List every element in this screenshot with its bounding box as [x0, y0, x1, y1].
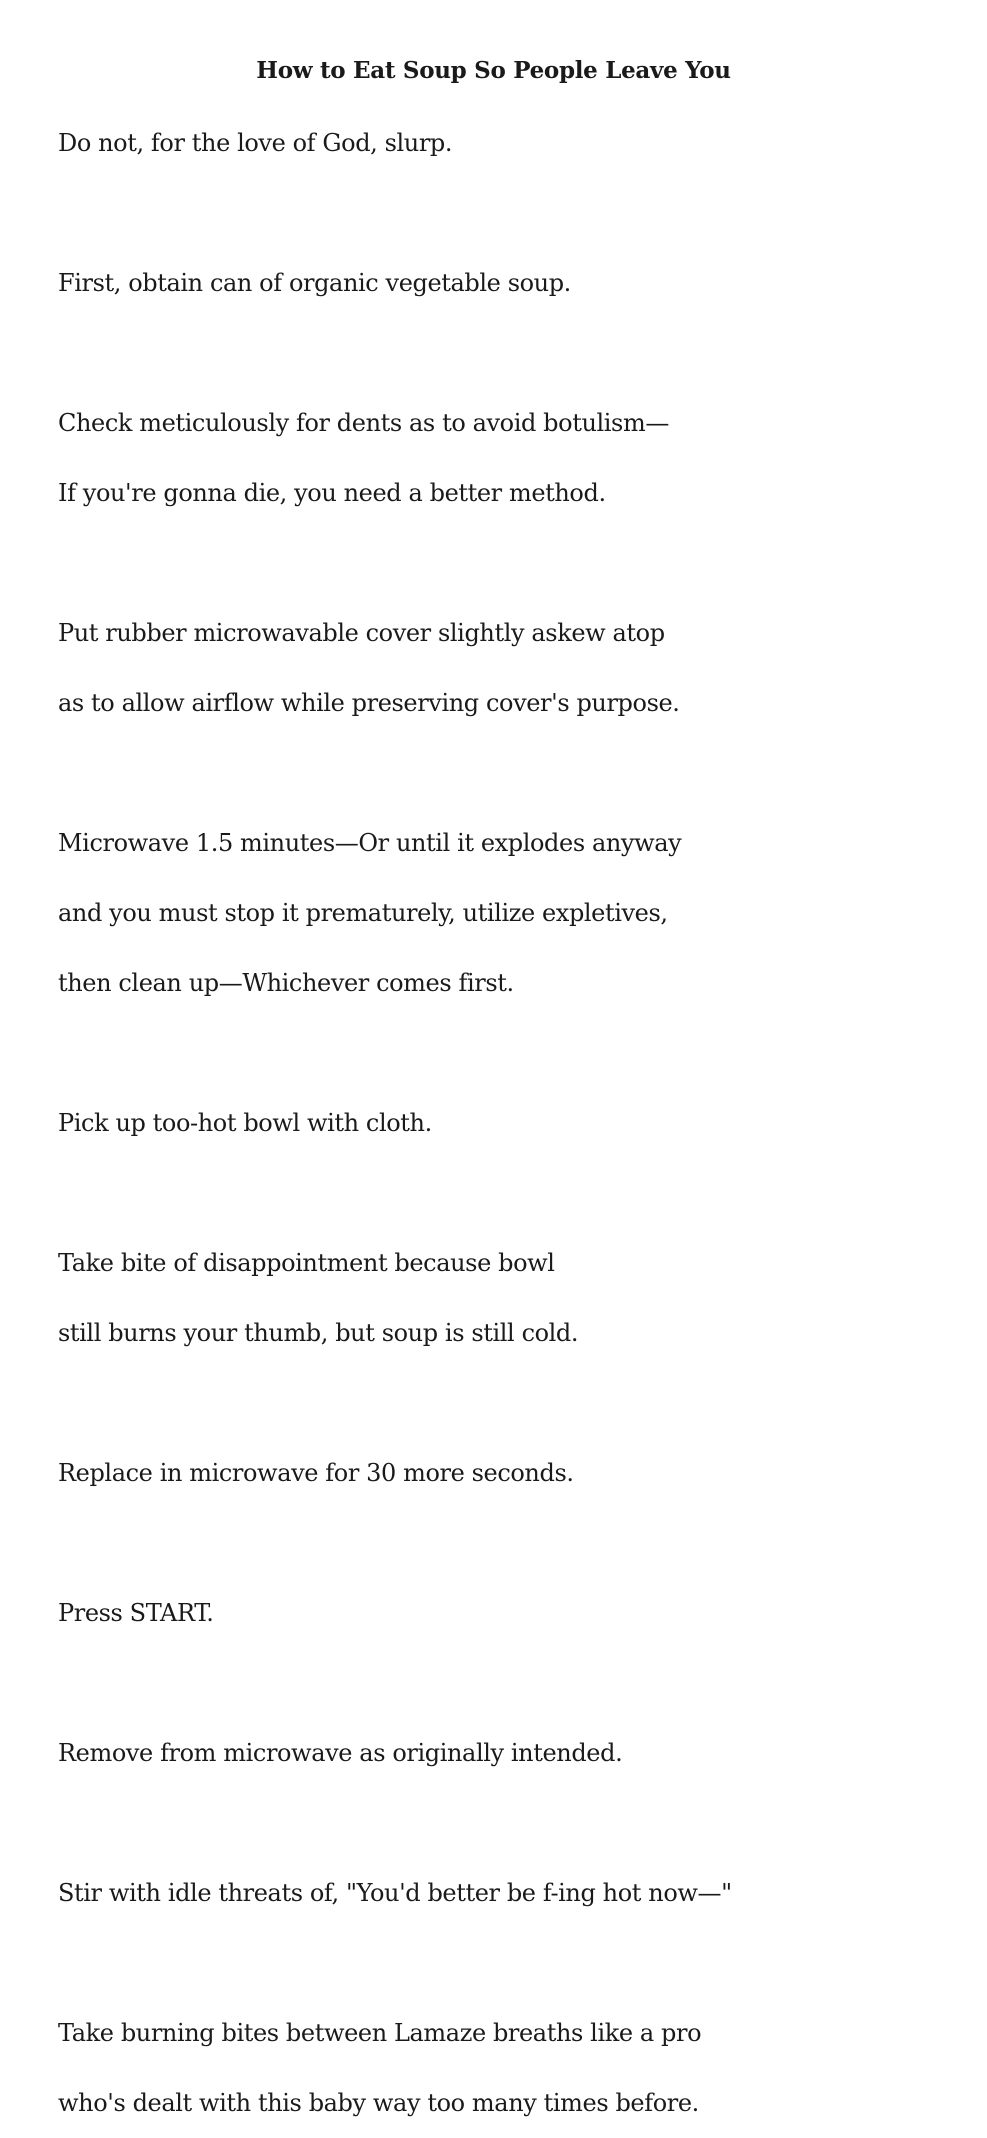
stanza [58, 1438, 938, 1508]
poem-line: Press START. [58, 1599, 214, 1627]
poem-line: Take burning bites between Lamaze breaths like a pro [58, 2019, 702, 2047]
stanza [58, 108, 938, 178]
poem-line: Stir with idle threats of, "You'd better be f-ing hot now—" [58, 1879, 732, 1907]
stanza [58, 1718, 938, 1788]
poem-line: Replace in microwave for 30 more seconds. [58, 1459, 574, 1487]
poem-line: then clean up—Whichever comes first. [58, 969, 514, 997]
stanza [58, 598, 938, 738]
poem-line: Check meticulously for dents as to avoid botulism— [58, 409, 669, 437]
stanza [58, 1578, 938, 1648]
poem-line: who's dealt with this baby way too many times before. [58, 2089, 699, 2117]
poem-line: Do not, for the love of God, slurp. [58, 129, 453, 157]
stanza [58, 808, 938, 1018]
poem-line: and you must stop it prematurely, utilize expletives, [58, 899, 668, 927]
stanza [58, 1088, 938, 1158]
poem-line: Pick up too-hot bowl with cloth. [58, 1109, 432, 1137]
poem-line: Microwave 1.5 minutes—Or until it explodes anyway [58, 829, 682, 857]
poem-line: Remove from microwave as originally intended. [58, 1739, 623, 1767]
poem-line: If you're gonna die, you need a better method. [58, 479, 606, 507]
poem-line: Put rubber microwavable cover slightly askew atop [58, 619, 665, 647]
stanza [58, 388, 938, 528]
stanza [58, 1228, 938, 1368]
poem-line: Take bite of disappointment because bowl [58, 1249, 555, 1277]
poem-line: still burns your thumb, but soup is still cold. [58, 1319, 579, 1347]
poem-line: as to allow airflow while preserving cover's purpose. [58, 689, 680, 717]
poem-title: How to Eat Soup So People Leave You [256, 57, 731, 85]
stanza [58, 1858, 938, 1928]
stanza [58, 1998, 938, 2138]
poem-body [58, 108, 938, 2138]
poem-line: First, obtain can of organic vegetable soup. [58, 269, 571, 297]
stanza [58, 248, 938, 318]
